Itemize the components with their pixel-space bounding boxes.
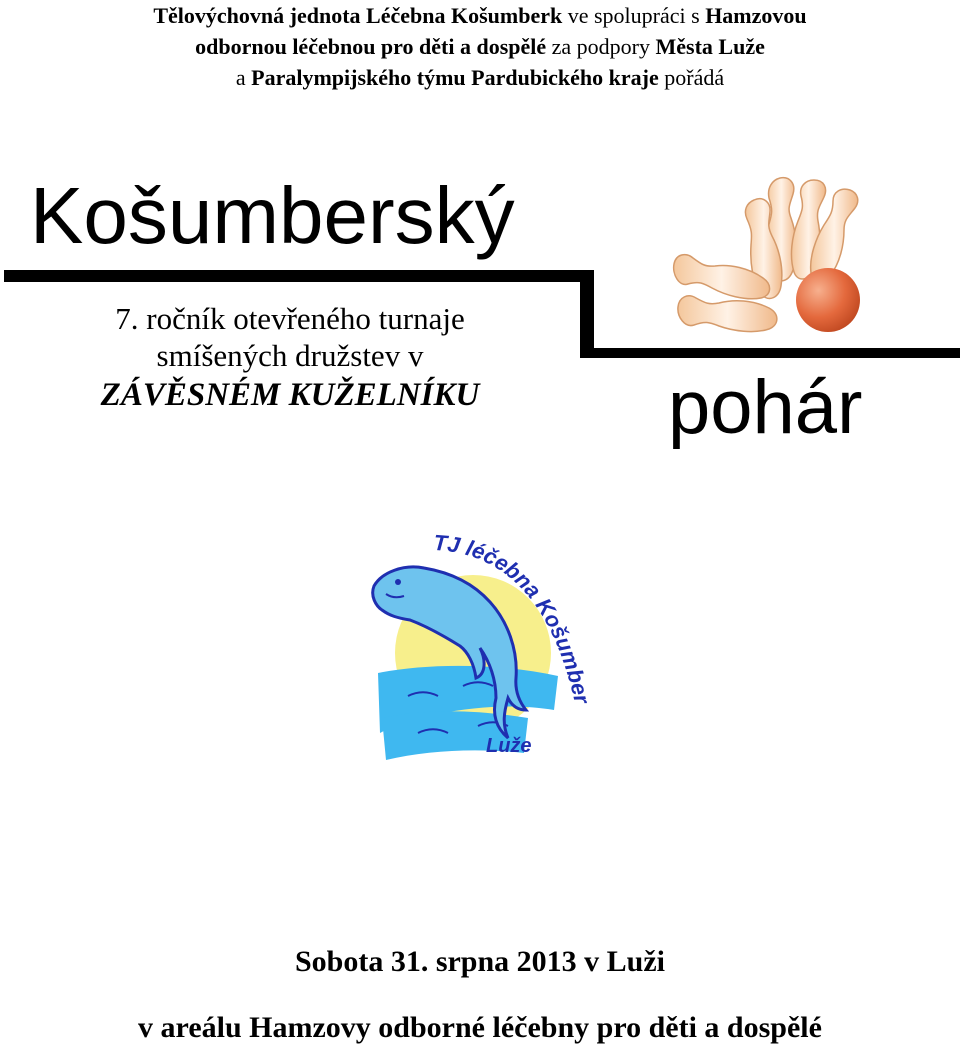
club-logo [368,528,598,768]
title-step-rule [580,270,594,358]
intro-org-club: Tělovýchovná jednota Léčebna Košumberk [153,3,563,28]
intro-line-1 [0,0,960,31]
subtitle-line-3: ZÁVĚSNÉM KUŽELNÍKU [100,377,480,413]
bowling-ball [796,268,860,332]
organizer-intro [0,0,960,93]
pin-6 [678,296,777,332]
intro-connector-3: a [235,65,252,90]
tournament-subtitle [20,300,560,416]
intro-line-2 [0,31,960,62]
subtitle-line-2: smíšených družstev v [156,338,424,373]
dolphin-icon [368,528,598,763]
intro-org-paralympic: Paralympijského týmu Pardubického kraje [251,65,659,90]
logo-arc-textpath: TJ léčebna Košumber [432,529,595,706]
intro-connector-2: za podpory [546,34,656,59]
title-second-rule [580,348,960,358]
intro-org-hospital-1: Hamzovou [705,3,807,28]
intro-connector-4: pořádá [658,65,725,90]
page-title: Košumberský [30,171,515,260]
intro-line-3 [0,62,960,93]
logo-town: Luže [486,735,532,757]
intro-org-hospital-2: odbornou léčebnou pro děti a dospělé [195,34,547,59]
intro-connector-1: ve spolupráci s [562,3,706,28]
subtitle-line-1: 7. ročník otevřeného turnaje [115,301,465,336]
bowling-pins-graphic [662,172,872,342]
event-date: Sobota 31. srpna 2013 v Luži [294,945,666,978]
title-underline [4,270,594,282]
event-venue: v areálu Hamzovy odborné léčebny pro děti a dospělé [138,1011,822,1044]
page-title-sub: pohár [668,365,863,450]
bowling-pins-icon [662,172,872,347]
intro-org-town: Města Luže [655,34,765,59]
